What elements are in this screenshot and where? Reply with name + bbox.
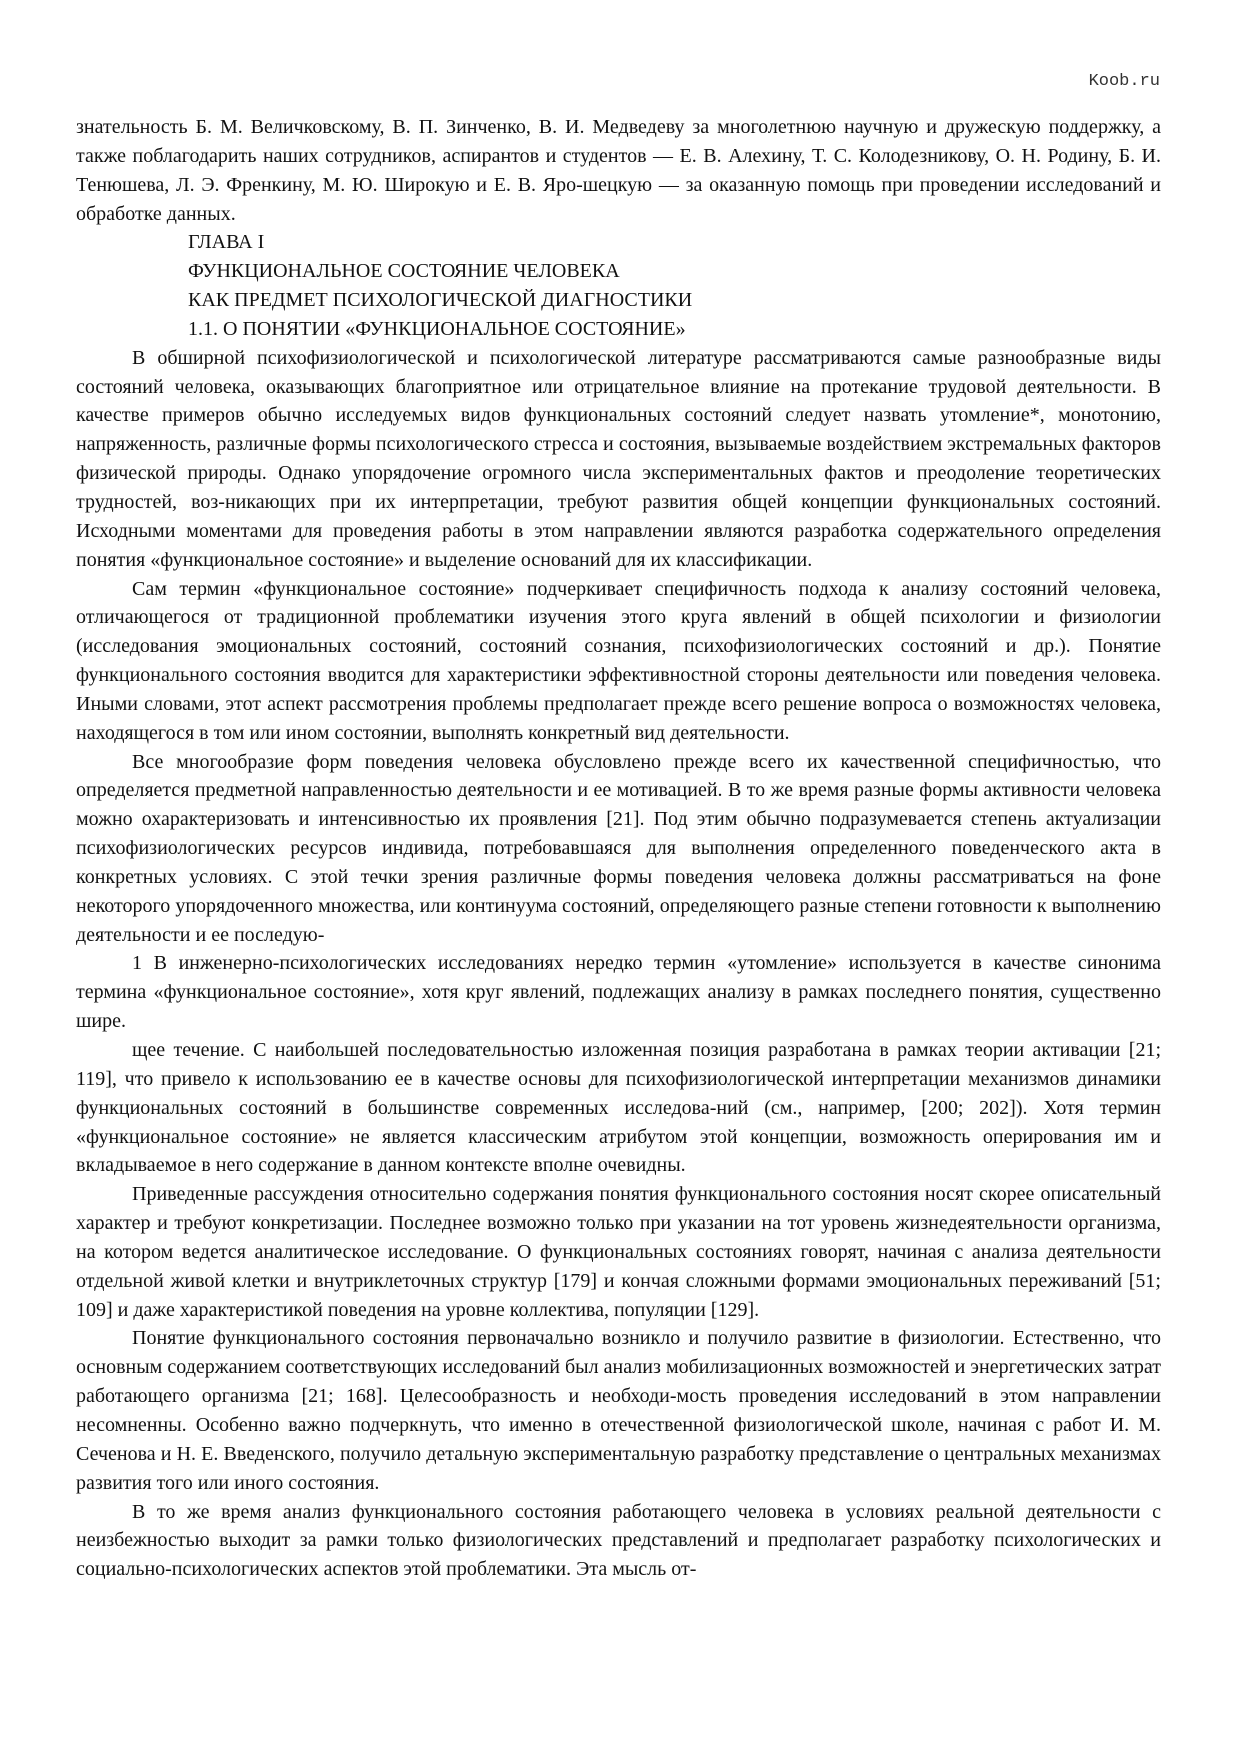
paragraph-continued: знательность Б. М. Величковскому, В. П. Зинченко, В. И. Медведеву за многолетнюю научную и дружескую поддержку, а также поблагодарить наших сотрудников, аспирантов и студентов — Е. В. Алехину, Т. С. Колодезникову, О. Н. Родину, Б. И. Тенюшева, Л. Э. Френкину, М. Ю. Широкую и Е. В. Яро-шецкую — за оказанную помощь при проведении исследований и обработке данных. (76, 116, 1161, 225)
footnote: 1 В инженерно-психологических исследованиях нередко термин «утомление» используется в качестве синонима термина «функциональное состояние», хотя круг явлений, подлежащих анализу в рамках последнего понятия, существенно шире. (76, 952, 1161, 1033)
chapter-title-line-2: КАК ПРЕДМЕТ ПСИХОЛОГИЧЕСКОЙ ДИАГНОСТИКИ (188, 289, 693, 312)
paragraph: щее течение. С наибольшей последовательностью изложенная позиция разработана в рамках теории активации [21; 119], что привело к использованию ее в качестве основы для психофизиологической интерпретации механизмов динамики функциональных состояний в большинстве современных исследова-ний (см., например, [200; 202]). Хотя термин «функциональное состояние» не является классическим атрибутом этой концепции, возможность оперирования им и вкладываемое в него содержание в данном контексте вполне очевидны. (76, 1039, 1161, 1177)
paragraph: В обширной психофизиологической и психологической литературе рассматриваются самые разнообразные виды состояний человека, оказывающих благоприятное или отрицательное влияние на протекание трудовой деятельности. В качестве примеров обычно исследуемых видов функциональных состояний следует назвать утомление*, монотонию, напряженность, различные формы психологического стресса и состояния, вызываемые воздействием экстремальных факторов физической природы. Однако упорядочение огромного числа экспериментальных фактов и преодоление теоретических трудностей, воз-никающих при их интерпретации, требуют развития общей концепции функциональных состояний. Исходными моментами для проведения работы в этом направлении являются разработка содержательного определения понятия «функциональное состояние» и выделение оснований для их классификации. (76, 346, 1161, 571)
section-heading: 1.1. О ПОНЯТИИ «ФУНКЦИОНАЛЬНОЕ СОСТОЯНИЕ» (188, 317, 686, 340)
paragraph: Все многообразие форм поведения человека обусловлено прежде всего их качественной специфичностью, что определяется предметной направленностью деятельности и ее мотивацией. В то же время разные формы активности человека можно охарактеризовать и интенсивностью их проявления [21]. Под этим обычно подразумевается степень актуализации психофизиологических ресурсов индивида, потребовавшаяся для выполнения определенного поведенческого акта в конкретных условиях. С этой течки зрения различные формы поведения человека должны рассматриваться на фоне некоторого упорядоченного множества, или континуума состояний, определяющего разные степени готовности к выполнению деятельности и ее последую- (76, 750, 1161, 946)
chapter-number: ГЛАВА I (188, 231, 265, 254)
chapter-title-line-1: ФУНКЦИОНАЛЬНОЕ СОСТОЯНИЕ ЧЕЛОВЕКА (188, 260, 620, 283)
site-watermark: Koob.ru (1088, 72, 1160, 91)
paragraph: В то же время анализ функционального состояния работающего человека в условиях реальной деятельности с неизбежностью выходит за рамки только физиологических представлений и предполагает разработку психологических и социально-психологических аспектов этой проблематики. Эта мысль от- (76, 1500, 1161, 1581)
paragraph: Сам термин «функциональное состояние» подчеркивает специфичность подхода к анализу состояний человека, отличающегося от традиционной проблематики изучения этого круга явлений в общей психологии и физиологии (исследования эмоциональных состояний, состояний сознания, психофизиологических состояний и др.). Понятие функционального состояния вводится для характеристики эффективностной стороны деятельности или поведения человека. Иными словами, этот аспект рассмотрения проблемы предполагает прежде всего решение вопроса о возможностях человека, находящегося в том или ином состоянии, выполнять конкретный вид деятельности. (76, 577, 1161, 744)
paragraph: Приведенные рассуждения относительно содержания понятия функционального состояния носят скорее описательный характер и требуют конкретизации. Последнее возможно только при указании на тот уровень жизнедеятельности организма, на котором ведется аналитическое исследование. О функциональных состояниях говорят, начиная с анализа деятельности отдельной живой клетки и внутриклеточных структур [179] и кончая сложными формами эмоциональных переживаний [51; 109] и даже характеристикой поведения на уровне коллектива, популяции [129]. (76, 1183, 1161, 1321)
paragraph: Понятие функционального состояния первоначально возникло и получило развитие в физиологии. Естественно, что основным содержанием соответствующих исследований был анализ мобилизационных возможностей и энергетических затрат работающего организма [21; 168]. Целесообразность и необходи-мость проведения исследований в этом направлении несомненны. Особенно важно подчеркнуть, что именно в отечественной физиологической школе, начиная с работ И. М. Сеченова и Н. Е. Введенского, получило детальную экспериментальную разработку представление о центральных механизмах развития того или иного состояния. (76, 1327, 1161, 1494)
document-page (76, 113, 1161, 1584)
